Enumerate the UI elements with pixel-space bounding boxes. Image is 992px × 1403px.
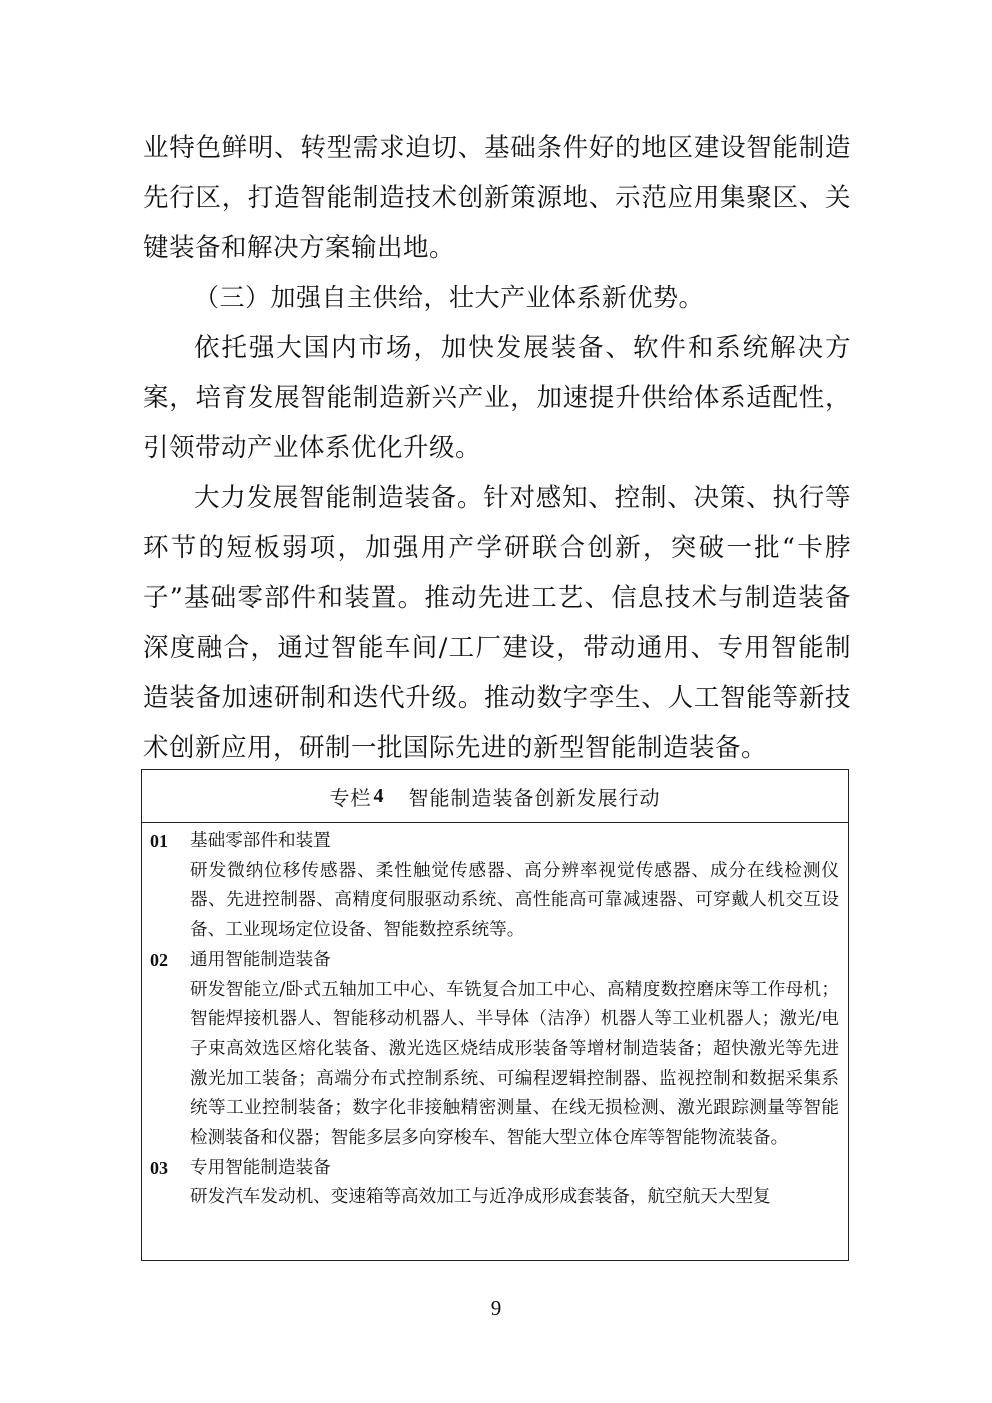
item-description: 研发微纳位移传感器、柔性触觉传感器、高分辨率视觉传感器、成分在线检测仪器、先进控制器、高精度伺服驱动系统、高性能高可靠减速器、可穿戴人机交互设备、工业现场定位设备、智能数控系统等。 [190, 860, 839, 941]
list-item [150, 946, 839, 1154]
section-heading-3: （三）加强自主供给，壮大产业体系新优势。 [194, 283, 705, 312]
body-text [143, 123, 851, 773]
column-box [141, 769, 849, 1261]
column-prefix: 专栏 [329, 785, 372, 810]
column-box-title [142, 770, 848, 823]
paragraph-regional-pilot: 业特色鲜明、转型需求迫切、基础条件好的地区建设智能制造先行区，打造智能制造技术创新策源地、示范应用集聚区、关键装备和解决方案输出地。 [143, 133, 851, 263]
item-number: 02 [150, 949, 168, 970]
page-number: 9 [490, 1296, 502, 1320]
item-number: 01 [150, 831, 168, 851]
item-description: 研发汽车发动机、变速箱等高效加工与近净成形成套装备，航空航天大型复 [190, 1187, 771, 1208]
list-item [150, 1154, 839, 1213]
item-description: 研发智能立/卧式五轴加工中心、车铣复合加工中心、高精度数控磨床等工作母机；智能焊接机器人、智能移动机器人、半导体（洁净）机器人等工业机器人；激光/电子束高效选区熔化装备、激光选区烧结成形装备等增材制造装备；超快激光等先进激光加工装备；高端分布式控制系统、可编程逻辑控制器、监视控制和数据采集系统等工业控制装备；数字化非接触精密测量、在线无损检测、激光跟踪测量等智能检测装备和仪器；智能多层多向穿梭车、智能大型立体仓库等智能物流装备。 [190, 979, 839, 1149]
column-box-body [142, 823, 848, 1213]
paragraph-domestic-market: 依托强大国内市场，加快发展装备、软件和系统解决方案，培育发展智能制造新兴产业，加速提升供给体系适配性，引领带动产业体系优化升级。 [143, 333, 851, 463]
column-number: 4 [373, 784, 385, 807]
item-title: 基础零部件和装置 [190, 831, 331, 851]
paragraph-equipment: 大力发展智能制造装备。针对感知、控制、决策、执行等环节的短板弱项，加强用产学研联合创新，突破一批“卡脖子”基础零部件和装置。推动先进工艺、信息技术与制造装备深度融合，通过智能车间/工厂建设，带动通用、专用智能制造装备加速研制和迭代升级。推动数字孪生、人工智能等新技术创新应用，研制一批国际先进的新型智能制造装备。 [143, 483, 851, 763]
item-number: 03 [150, 1157, 168, 1178]
column-title: 智能制造装备创新发展行动 [408, 785, 661, 810]
list-item [150, 827, 839, 946]
item-title: 通用智能制造装备 [190, 949, 331, 970]
item-title: 专用智能制造装备 [190, 1157, 331, 1178]
